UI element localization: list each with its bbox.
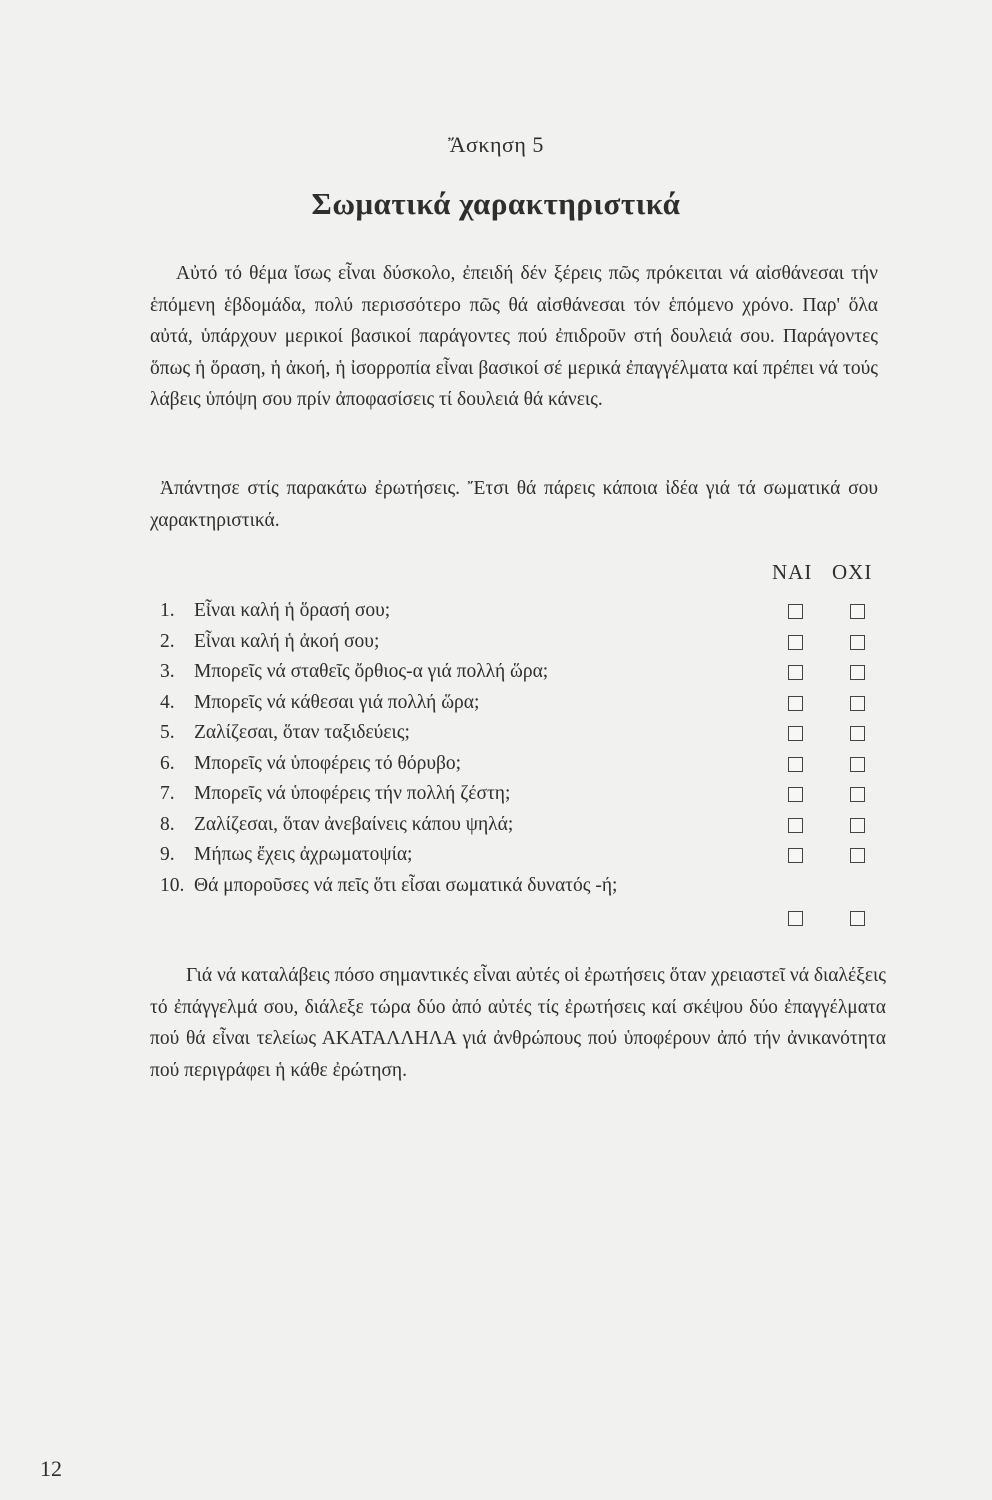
question-text: Εἶναι καλή ἡ ἀκοή σου; — [194, 630, 380, 652]
no-checkbox[interactable] — [850, 911, 865, 926]
no-checkbox[interactable] — [850, 665, 865, 680]
question-number: 10. — [160, 874, 185, 896]
no-checkbox[interactable] — [850, 787, 865, 802]
column-header-no: ΟΧΙ — [832, 560, 873, 584]
yes-checkbox[interactable] — [788, 787, 803, 802]
question-number: 7. — [160, 783, 175, 804]
yes-checkbox[interactable] — [788, 911, 803, 926]
question-text: Μπορεῖς νά ὑποφέρεις τό θόρυβο; — [194, 752, 462, 774]
question-number: 3. — [160, 661, 175, 682]
question-text: Ζαλίζεσαι, ὅταν ταξιδεύεις; — [194, 722, 410, 743]
question-text: Μπορεῖς νά ὑποφέρεις τήν πολλή ζέστη; — [194, 783, 511, 804]
yes-checkbox[interactable] — [788, 818, 803, 833]
question-number: 1. — [160, 600, 175, 621]
page-title: Σωματικά χαρακτηριστικά — [311, 186, 681, 221]
no-checkbox[interactable] — [850, 726, 865, 741]
yes-checkbox[interactable] — [788, 604, 803, 619]
question-text: Μήπως ἔχεις ἀχρωματοψία; — [194, 844, 413, 865]
no-checkbox[interactable] — [850, 696, 865, 711]
question-row — [160, 810, 880, 841]
yes-checkbox[interactable] — [788, 757, 803, 772]
question-text: Μπορεῖς νά κάθεσαι γιά πολλή ὥρα; — [194, 691, 480, 713]
yes-checkbox[interactable] — [788, 726, 803, 741]
question-number: 8. — [160, 813, 175, 835]
no-checkbox[interactable] — [850, 757, 865, 772]
no-checkbox[interactable] — [850, 635, 865, 650]
question-text: Μπορεῖς νά σταθεῖς ὄρθιος-α γιά πολλή ὥρα; — [194, 661, 549, 682]
no-checkbox[interactable] — [850, 604, 865, 619]
question-number: 5. — [160, 722, 175, 743]
question-text: Εἶναι καλή ἡ ὅρασή σου; — [194, 600, 391, 621]
question-row — [160, 871, 880, 933]
question-row — [160, 840, 880, 871]
intro-paragraph-1: Αὐτό τό θέμα ἴσως εἶναι δύσκολο, ἐπειδή δέν ξέρεις πῶς πρόκειται νά αἰσθάνεσαι τήν ἑπόμενη ἑβδομάδα, πολύ περισσότερο πῶς θά αἰσθάνεσαι τόν ἑπόμενο χρόνο. Παρ' ὅλα αὐτά, ὑπάρχουν μερικοί βασικοί παράγοντες πού ἐπιδροῦν στή δουλειά σου. Παράγοντες ὅπως ἡ ὅραση, ἡ ἀκοή, ἡ ἰσορροπία εἶναι βασικοί σέ μερικά ἐπαγγέλματα καί πρέπει νά τούς λάβεις ὑπόψη σου πρίν ἀποφασίσεις τί δουλειά θά κάνεις. — [150, 263, 878, 410]
yes-checkbox[interactable] — [788, 696, 803, 711]
question-number: 2. — [160, 630, 175, 652]
question-row — [160, 596, 880, 627]
question-row — [160, 779, 880, 810]
no-checkbox[interactable] — [850, 848, 865, 863]
question-list — [160, 596, 880, 933]
no-checkbox[interactable] — [850, 818, 865, 833]
question-row — [160, 657, 880, 688]
yes-checkbox[interactable] — [788, 635, 803, 650]
intro-paragraph-2: Ἀπάντησε στίς παρακάτω ἐρωτήσεις. Ἔτσι θά πάρεις κάποια ἰδέα γιά τά σωματικά σου χαρακτηριστικά. — [150, 478, 878, 531]
column-header-yes: ΝΑΙ — [772, 560, 813, 584]
question-number: 9. — [160, 844, 175, 865]
question-text: Θά μποροῦσες νά πεῖς ὅτι εἶσαι σωματικά δυνατός -ή; — [194, 874, 618, 896]
exercise-label: Ἄσκηση 5 — [448, 132, 544, 157]
question-row — [160, 749, 880, 780]
yes-checkbox[interactable] — [788, 848, 803, 863]
page-number: 12 — [40, 1456, 62, 1481]
question-number: 6. — [160, 752, 175, 774]
question-number: 4. — [160, 691, 175, 713]
question-row — [160, 627, 880, 658]
yes-checkbox[interactable] — [788, 665, 803, 680]
question-row — [160, 688, 880, 719]
question-text: Ζαλίζεσαι, ὅταν ἀνεβαίνεις κάπου ψηλά; — [194, 813, 514, 835]
question-row — [160, 718, 880, 749]
closing-paragraph: Γιά νά καταλάβεις πόσο σημαντικές εἶναι αὐτές οἱ ἐρωτήσεις ὅταν χρειαστεῖ νά διαλέξεις τό ἐπάγγελμά σου, διάλεξε τώρα δύο ἀπό αὐτές τίς ἐρωτήσεις καί σκέψου δύο ἐπαγγέλματα πού θά εἶναι τελείως ΑΚΑΤΑΛΛΗΛΑ γιά ἀνθρώπους πού ὑποφέρουν ἀπό τήν ἀνικανότητα πού περιγράφει ἡ κάθε ἐρώτηση. — [150, 965, 886, 1081]
